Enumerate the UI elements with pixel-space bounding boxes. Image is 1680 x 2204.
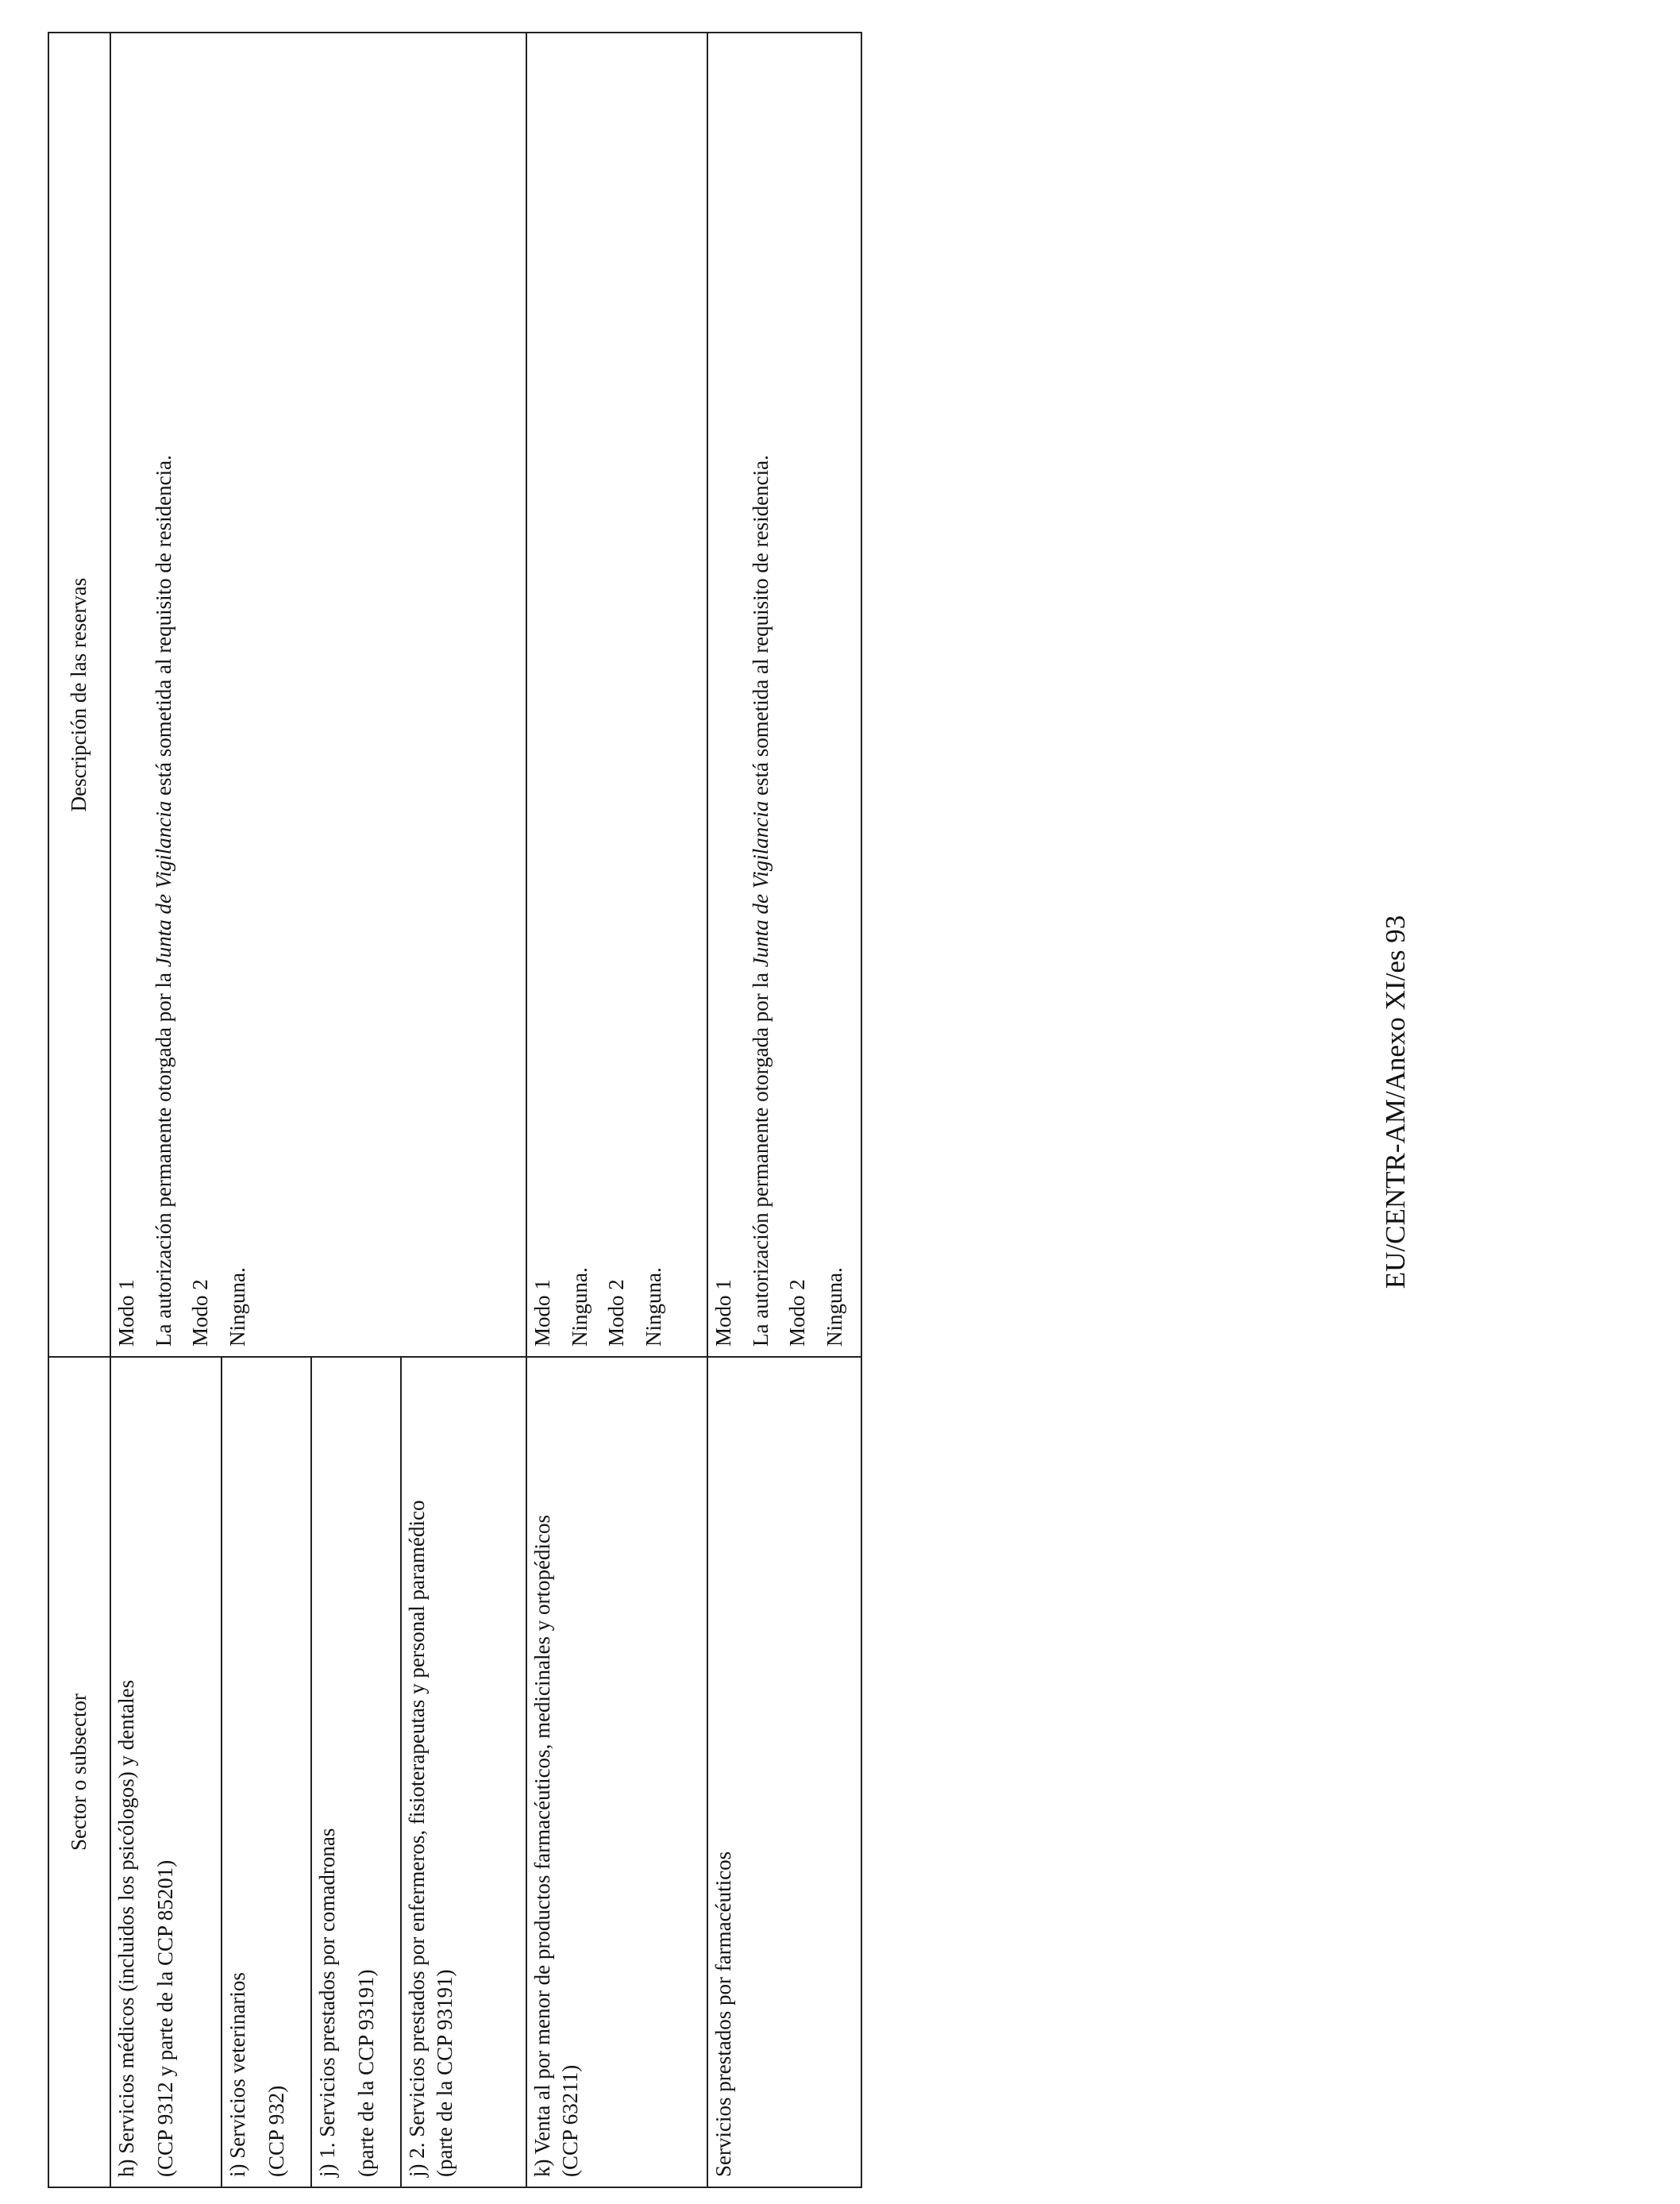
- sector-name: k) Venta al por menor de productos farmacéuticos, medicinales y ortopédicos: [530, 1515, 554, 2177]
- mode-label: Modo 2: [785, 1279, 810, 1347]
- description-cell-2: [526, 33, 707, 1357]
- sector-name: j) 2. Servicios prestados por enfermeros, fisioterapeutas y personal paramédico: [405, 1500, 429, 2177]
- header-description: Descripción de las reservas: [48, 33, 110, 1357]
- sector-code: (parte de la CCP 93191): [432, 1969, 457, 2177]
- table-row: [707, 33, 861, 2187]
- sector-name: i) Servicios veterinarios: [225, 1972, 249, 2177]
- sector-code: (parte de la CCP 93191): [353, 1969, 378, 2177]
- mode-label: Modo 1: [114, 1279, 138, 1347]
- text-part: está sometida al requisito de residencia.: [151, 455, 175, 801]
- mode-label: Modo 1: [530, 1279, 554, 1347]
- text-part: La autorización permanente otorgada por la: [748, 967, 773, 1347]
- table-row: [526, 33, 707, 2187]
- mode-text: Ninguna.: [567, 1267, 591, 1347]
- mode-label: Modo 1: [711, 1279, 735, 1347]
- mode-text: Ninguna.: [641, 1267, 665, 1347]
- sector-cell-j1: [311, 1357, 401, 2187]
- text-part: está sometida al requisito de residencia.: [748, 455, 773, 801]
- mode-text: Ninguna.: [822, 1267, 846, 1347]
- mode-text: [150, 43, 178, 1347]
- table-row: [110, 33, 222, 2187]
- table-header-row: [48, 33, 110, 2187]
- text-italic: Junta de Vigilancia: [151, 800, 175, 968]
- sector-cell-pharmacists: [707, 1357, 861, 2187]
- sector-name: j) 1. Servicios prestados por comadronas: [315, 1828, 339, 2177]
- text-part: La autorización permanente otorgada por la: [151, 967, 175, 1347]
- mode-label: Modo 2: [604, 1279, 629, 1347]
- reservations-table-container: [48, 32, 857, 2188]
- description-cell-3: [707, 33, 861, 1357]
- sector-cell-k: [526, 1357, 707, 2187]
- description-cell-1: [110, 33, 526, 1357]
- reservations-table: [48, 32, 862, 2188]
- header-sector: Sector o subsector: [48, 1357, 110, 2187]
- sector-code: (CCP 932): [264, 2085, 288, 2177]
- sector-cell-i: [222, 1357, 311, 2187]
- mode-text: [747, 43, 775, 1347]
- mode-text: Ninguna.: [225, 1267, 249, 1347]
- sector-name: Servicios prestados por farmacéuticos: [711, 1851, 735, 2177]
- mode-label: Modo 2: [188, 1279, 213, 1347]
- sector-name: h) Servicios médicos (incluidos los psicólogos) y dentales: [114, 1679, 138, 2177]
- sector-cell-h: [110, 1357, 222, 2187]
- page-footer-reference: EU/CENTR-AM/Anexo XI/es 93: [1380, 915, 1411, 1289]
- sector-code: (CCP 9312 y parte de la CCP 85201): [152, 1859, 177, 2177]
- sector-code: (CCP 63211): [557, 2064, 582, 2177]
- text-italic: Junta de Vigilancia: [748, 800, 773, 968]
- sector-cell-j2: [401, 1357, 526, 2187]
